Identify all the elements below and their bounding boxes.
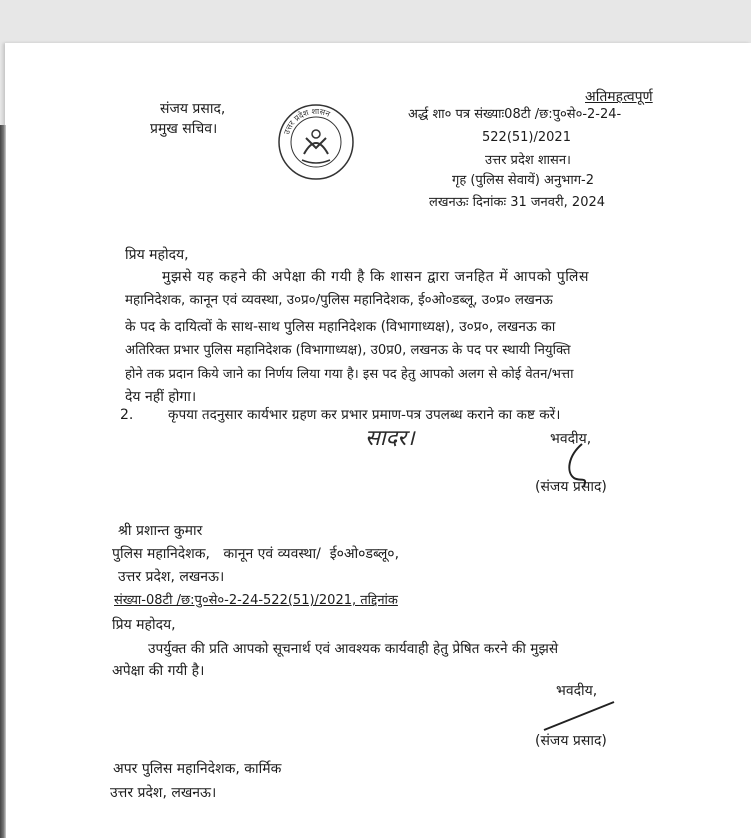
body-line: अतिरिक्त प्रभार पुलिस महानिदेशक (विभागाध्यक्ष), उ0प्र0, लखनऊ के पद पर स्थायी नियुक्ति xyxy=(125,343,571,358)
ref-number-line2: 522(51)/2021 xyxy=(482,130,571,145)
sender-name: संजय प्रसाद, xyxy=(160,101,226,117)
government-seal xyxy=(276,102,356,182)
body-line: देय नहीं होगा। xyxy=(125,389,197,405)
seal-text: उत्तर प्रदेश शासन xyxy=(282,106,332,136)
copy-to-location: उत्तर प्रदेश, लखनऊ। xyxy=(110,785,217,801)
closing-yours: भवदीय, xyxy=(556,683,598,699)
closing-yours: भवदीय, xyxy=(550,431,592,447)
copy-body-line: अपेक्षा की गयी है। xyxy=(112,663,205,679)
copy-body-line: उपर्युक्त की प्रति आपको सूचनार्थ एवं आवश्यक कार्यवाही हेतु प्रेषित करने की मुझसे xyxy=(148,641,559,657)
recipient-location: उत्तर प्रदेश, लखनऊ। xyxy=(118,569,225,585)
closing-name: (संजय प्रसाद) xyxy=(535,733,607,749)
body-line: के पद के दायित्वों के साथ-साथ पुलिस महानिदेशक (विभागाध्यक्ष), उ०प्र०, लखनऊ का xyxy=(125,319,556,335)
copy-to-designation: अपर पुलिस महानिदेशक, कार्मिक xyxy=(113,761,282,777)
point-text: कृपया तदनुसार कार्यभार ग्रहण कर प्रभार प्रमाण-पत्र उपलब्ध कराने का कष्ट करें। xyxy=(168,407,561,423)
handwritten-note: सादर। xyxy=(365,426,415,451)
priority-label: अतिमहत्वपूर्ण xyxy=(585,89,653,105)
body-line: मुझसे यह कहने की अपेक्षा की गयी है कि शासन द्वारा जनहित में आपको पुलिस xyxy=(162,269,590,285)
copy-reference: संख्या-08टी /छ:पु०से०-2-24-522(51)/2021, तद्दिनांक xyxy=(114,593,398,608)
letter-date: लखनऊः दिनांकः 31 जनवरी, 2024 xyxy=(429,195,606,210)
office-name: उत्तर प्रदेश शासन। xyxy=(485,153,571,168)
scan-edge xyxy=(0,125,6,838)
recipient-name: श्री प्रशान्त कुमार xyxy=(118,523,203,539)
salutation: प्रिय महोदय, xyxy=(112,617,176,633)
sender-designation: प्रमुख सचिव। xyxy=(150,121,218,137)
recipient-designation: पुलिस महानिदेशक, कानून एवं व्यवस्था/ ई०ओ०डब्लू०, xyxy=(112,546,400,562)
svg-text:उत्तर प्रदेश शासन xyxy=(282,107,332,136)
closing-name: (संजय प्रसाद) xyxy=(535,479,607,495)
body-line: होने तक प्रदान किये जाने का निर्णय लिया गया है। इस पद हेतु आपको अलग से कोई वेतन/भत्ता xyxy=(125,367,574,382)
office-section: गृह (पुलिस सेवायें) अनुभाग-2 xyxy=(452,173,594,188)
signature-mark xyxy=(540,698,620,734)
body-line: महानिदेशक, कानून एवं व्यवस्था, उ०प्र०/पुलिस महानिदेशक, ई०ओ०डब्लू, उ०प्र० लखनऊ xyxy=(125,293,553,308)
ref-number-line1: अर्द्ध शा० पत्र संख्याः08टी /छ:पु०से०-2-24- xyxy=(408,107,622,122)
salutation: प्रिय महोदय, xyxy=(125,247,189,263)
point-number: 2. xyxy=(120,407,134,423)
